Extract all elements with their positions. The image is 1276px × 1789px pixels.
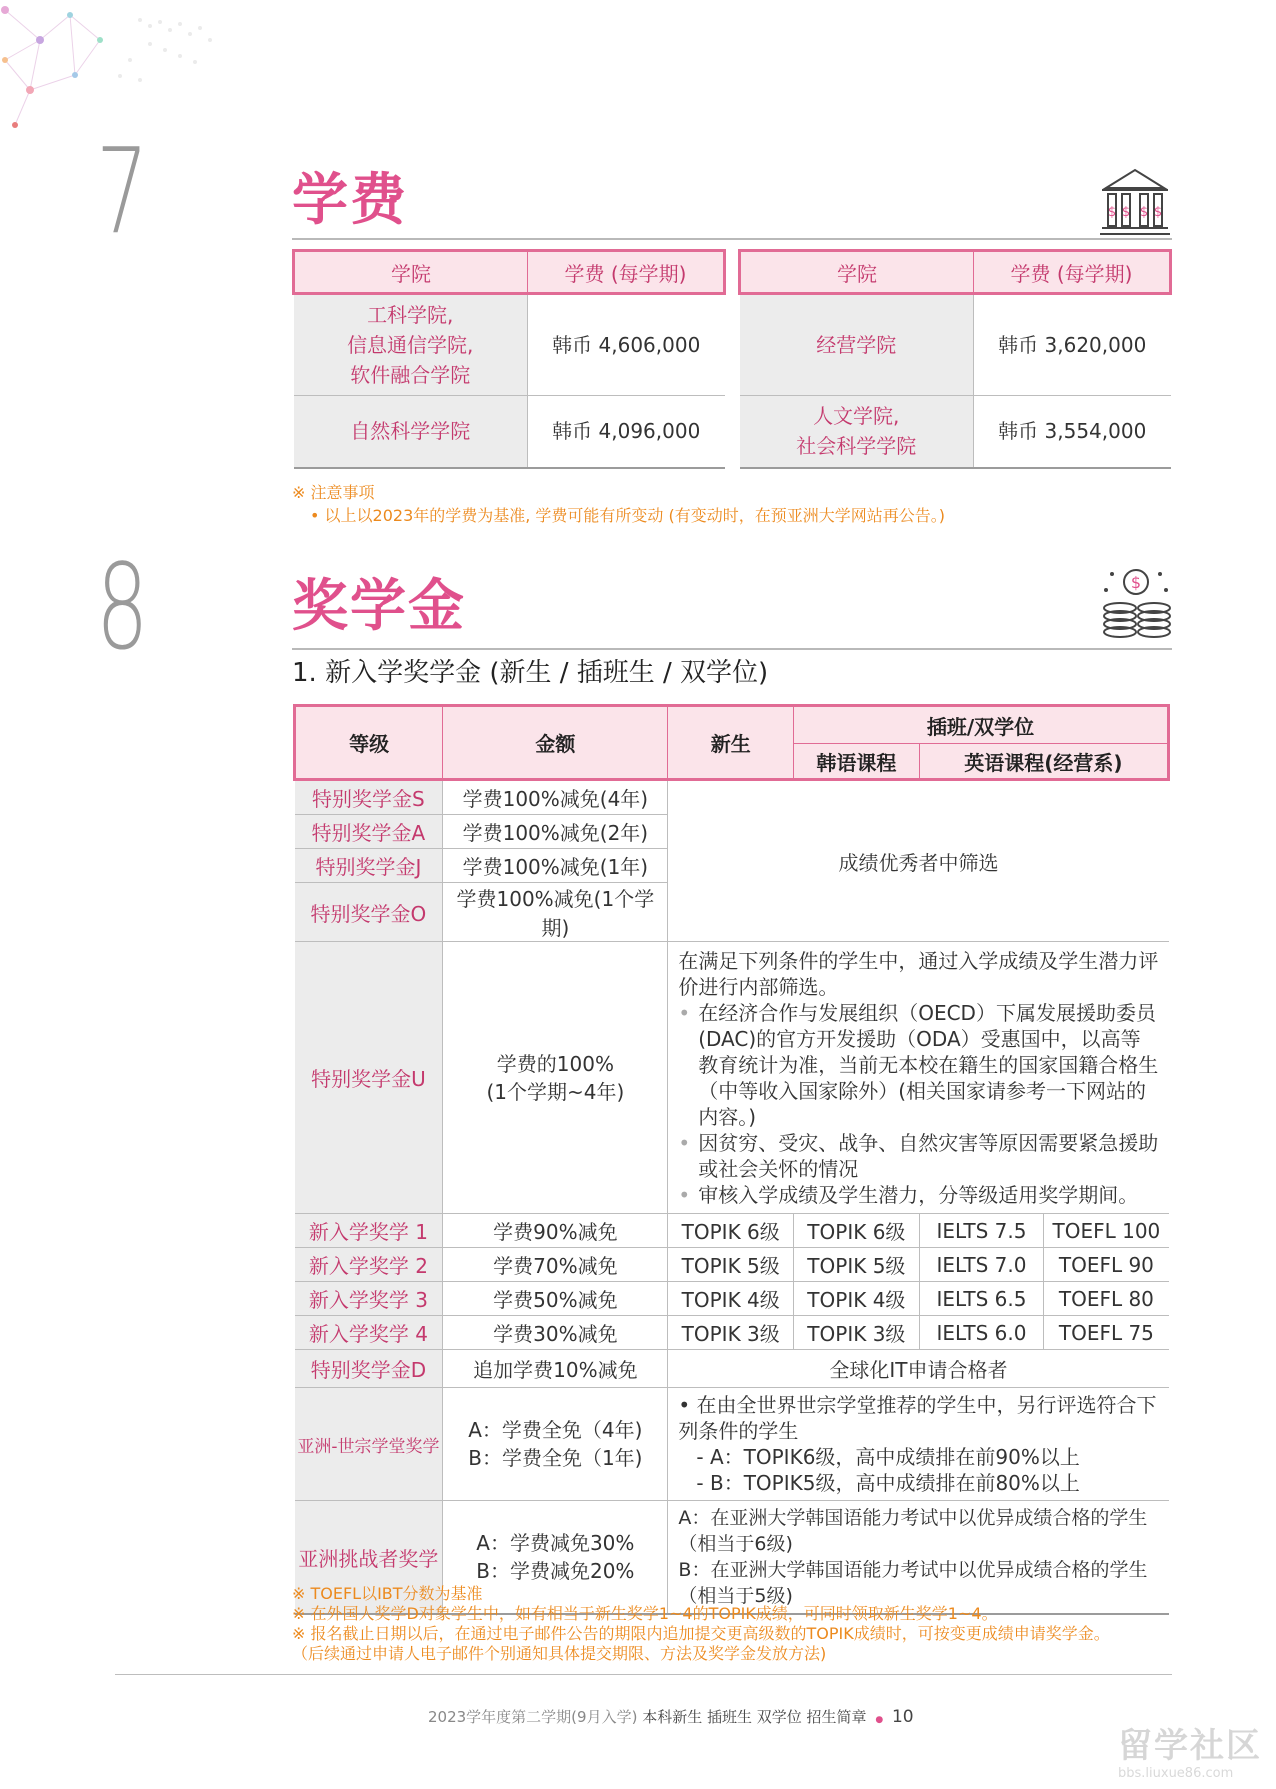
- header-grade: 等级: [295, 706, 443, 780]
- ielts-entry-1: IELTS 7.5: [919, 1214, 1044, 1248]
- footnote-2: ※ 在外国人奖学D对象学生中，如有相当于新生奖学1~4的TOPIK成绩，可同时领取新生奖学1~4。: [292, 1604, 998, 1623]
- bank-building-icon: [1098, 164, 1172, 238]
- scholarship-subtitle: 1. 新入学奖学金 (新生 / 插班生 / 双学位): [292, 658, 769, 688]
- header-korean-course: 韩语课程: [794, 744, 920, 780]
- footer-divider: [115, 1674, 1172, 1675]
- college-humanities: 人文学院, 社会科学学院: [740, 396, 974, 468]
- svg-text:$: $: [1130, 573, 1142, 592]
- sejong-cond-b: - B：TOPIK5级，高中成绩排在前80%以上: [696, 1471, 1080, 1495]
- freshman-entry-3: TOPIK 4级: [668, 1282, 794, 1316]
- amount-special-j: 学费100%减免(1年): [443, 849, 668, 883]
- footer-prefix: 2023学年度第二学期(9月入学): [428, 1708, 638, 1726]
- scholarship-table: [293, 704, 1170, 1615]
- special-u-intro: 在满足下列条件的学生中，通过入学成绩及学生潜力评价进行内部筛选。: [678, 948, 1159, 999]
- amount-special-s: 学费100%减免(4年): [443, 780, 668, 815]
- page-footer: [428, 1706, 914, 1727]
- ielts-entry-3: IELTS 6.5: [919, 1282, 1044, 1316]
- grade-special-d: 特别奖学金D: [295, 1350, 443, 1388]
- header-college: 学院: [740, 251, 974, 294]
- svg-text:$: $: [1139, 205, 1149, 220]
- special-u-bullet-3: 审核入学成绩及学生潜力，分等级适用奖学期间。: [698, 1182, 1139, 1207]
- amount-challenger-a: A：学费减免30%: [476, 1531, 635, 1555]
- amount-sejong-a: A：学费全免（4年): [468, 1418, 643, 1442]
- fee-business: 韩币 3,620,000: [974, 294, 1171, 396]
- amount-special-o: 学费100%减免(1个学期): [443, 883, 668, 942]
- freshman-entry-1: TOPIK 6级: [668, 1214, 794, 1248]
- svg-text:$: $: [1153, 205, 1163, 220]
- bullet-mark: •: [678, 1182, 691, 1207]
- sejong-intro: • 在由全世界世宗学堂推荐的学生中，另行评选符合下列条件的学生: [678, 1393, 1157, 1443]
- amount-special-a: 学费100%减免(2年): [443, 815, 668, 849]
- scholarship-footnotes: [292, 1584, 1172, 1664]
- header-english-course: 英语课程(经营系): [919, 744, 1168, 780]
- header-amount: 金额: [443, 706, 668, 780]
- header-fee: 学费 (每学期): [528, 251, 725, 294]
- coin-stack-icon: [1098, 564, 1176, 638]
- section-number-8: 8: [96, 538, 149, 676]
- amount-sejong: [443, 1388, 668, 1501]
- svg-text:$: $: [1121, 205, 1131, 220]
- header-college: 学院: [294, 251, 528, 294]
- toefl-entry-2: TOEFL 90: [1044, 1248, 1169, 1282]
- footer-main: 本科新生 插班生 双学位 招生简章: [642, 1708, 867, 1726]
- grade-entry-3: 新入学奖学 3: [295, 1282, 443, 1316]
- grade-entry-2: 新入学奖学 2: [295, 1248, 443, 1282]
- footnote-3: ※ 报名截止日期以后，在通过电子邮件公告的期限内追加提交更高级数的TOPIK成绩时，可按变更成绩申请奖学金。: [292, 1624, 1110, 1643]
- amount-entry-2: 学费70%减免: [443, 1248, 668, 1282]
- amount-special-u: 学费的100% (1个学期~4年): [443, 942, 668, 1214]
- header-transfer-double: 插班/双学位: [794, 706, 1169, 744]
- page-number: 10: [891, 1707, 914, 1727]
- korean-entry-4: TOPIK 3级: [794, 1316, 920, 1350]
- footnote-4: （后续通过申请人电子邮件个别通知具体提交期限、方法及奖学金发放方法): [292, 1644, 827, 1663]
- grade-special-j: 特别奖学金J: [295, 849, 443, 883]
- ielts-entry-2: IELTS 7.0: [919, 1248, 1044, 1282]
- tuition-note-text: • 以上以2023年的学费为基准, 学费可能有所变动 (有变动时，在预亚洲大学网站再公告。): [310, 506, 945, 525]
- fee-natural-science: 韩币 4,096,000: [528, 396, 725, 468]
- toefl-entry-1: TOEFL 100: [1044, 1214, 1169, 1248]
- special-d-condition: 全球化IT申请合格者: [668, 1350, 1169, 1388]
- toefl-entry-3: TOEFL 80: [1044, 1282, 1169, 1316]
- tuition-table-left: [292, 249, 726, 469]
- svg-text:$: $: [1107, 205, 1117, 220]
- footer-bullet: ●: [875, 1715, 884, 1725]
- amount-entry-4: 学费30%减免: [443, 1316, 668, 1350]
- college-engineering: 工科学院, 信息通信学院, 软件融合学院: [294, 294, 528, 396]
- section-number-7: 7: [96, 122, 149, 260]
- grade-special-s: 特别奖学金S: [295, 780, 443, 815]
- college-natural-science: 自然科学学院: [294, 396, 528, 468]
- watermark-logo: 留学社区: [1118, 1726, 1262, 1766]
- grade-special-o: 特别奖学金O: [295, 883, 443, 942]
- korean-entry-3: TOPIK 4级: [794, 1282, 920, 1316]
- sejong-cond-a: - A：TOPIK6级，高中成绩排在前90%以上: [696, 1445, 1080, 1469]
- grade-challenger: 亚洲挑战者奖学: [295, 1501, 443, 1615]
- freshman-entry-4: TOPIK 3级: [668, 1316, 794, 1350]
- section7-title-divider: [292, 238, 1172, 240]
- bullet-mark: •: [678, 1130, 691, 1155]
- college-business: 经营学院: [740, 294, 974, 396]
- section8-title-divider: [292, 648, 1172, 650]
- header-fee: 学费 (每学期): [974, 251, 1171, 294]
- fee-humanities: 韩币 3,554,000: [974, 396, 1171, 468]
- amount-challenger-b: B：学费减免20%: [476, 1559, 635, 1583]
- korean-entry-1: TOPIK 6级: [794, 1214, 920, 1248]
- header-freshman: 新生: [668, 706, 794, 780]
- grade-special-a: 特别奖学金A: [295, 815, 443, 849]
- korean-entry-2: TOPIK 5级: [794, 1248, 920, 1282]
- challenger-cond-b: B：在亚洲大学韩国语能力考试中以优异成绩合格的学生（相当于5级): [678, 1559, 1148, 1607]
- sejong-conditions: [668, 1388, 1169, 1501]
- amount-special-d: 追加学费10%减免: [443, 1350, 668, 1388]
- amount-sejong-b: B：学费全免（1年): [468, 1446, 643, 1470]
- tuition-note-title: ※ 注意事项: [292, 483, 375, 502]
- ielts-entry-4: IELTS 6.0: [919, 1316, 1044, 1350]
- toefl-entry-4: TOEFL 75: [1044, 1316, 1169, 1350]
- grade-sejong: 亚洲-世宗学堂奖学: [295, 1388, 443, 1501]
- freshman-entry-2: TOPIK 5级: [668, 1248, 794, 1282]
- challenger-cond-a: A：在亚洲大学韩国语能力考试中以优异成绩合格的学生（相当于6级): [678, 1507, 1148, 1555]
- special-u-bullet-2: 因贫穷、受灾、战争、自然灾害等原因需要紧急援助或社会关怀的情况: [698, 1130, 1159, 1181]
- special-u-bullet-1: 在经济合作与发展组织（OECD）下属发展援助委员(DAC)的官方开发援助（ODA）受惠国中，以高等教育统计为准，当前无本校在籍生的国家国籍合格生（中等收入国家除外）(相关国家请参考一下网站的内容。): [698, 1000, 1159, 1129]
- fee-engineering: 韩币 4,606,000: [528, 294, 725, 396]
- amount-entry-3: 学费50%减免: [443, 1282, 668, 1316]
- tuition-table-right: [738, 249, 1172, 469]
- watermark-url: bbs.liuxue86.com: [1118, 1766, 1234, 1781]
- amount-entry-1: 学费90%减免: [443, 1214, 668, 1248]
- grade-special-u: 特别奖学金U: [295, 942, 443, 1214]
- section-title-tuition: 学费: [292, 168, 408, 233]
- special-merged-condition: 成绩优秀者中筛选: [668, 780, 1169, 942]
- bullet-mark: •: [678, 1000, 691, 1025]
- footnote-1: ※ TOEFL以IBT分数为基准: [292, 1584, 483, 1603]
- section-title-scholarship: 奖学金: [292, 574, 466, 639]
- grade-entry-4: 新入学奖学 4: [295, 1316, 443, 1350]
- grade-entry-1: 新入学奖学 1: [295, 1214, 443, 1248]
- special-u-conditions: [668, 942, 1169, 1214]
